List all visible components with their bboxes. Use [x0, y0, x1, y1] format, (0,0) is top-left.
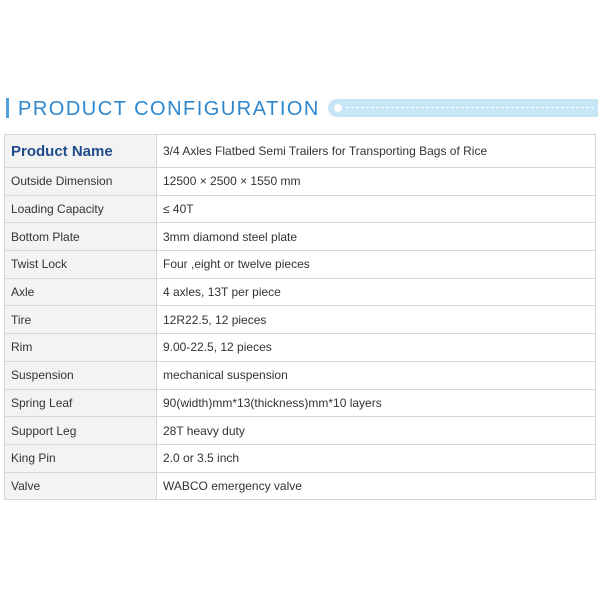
table-row — [5, 334, 596, 362]
spec-value: WABCO emergency valve — [157, 472, 596, 500]
table-row — [5, 251, 596, 279]
section-heading — [6, 96, 598, 122]
spec-label: Valve — [5, 472, 157, 500]
spec-value: 9.00-22.5, 12 pieces — [157, 334, 596, 362]
spec-value: mechanical suspension — [157, 361, 596, 389]
spec-label: Twist Lock — [5, 251, 157, 279]
table-row — [5, 168, 596, 196]
spec-value: 3mm diamond steel plate — [157, 223, 596, 251]
product-name-value: 3/4 Axles Flatbed Semi Trailers for Transporting Bags of Rice — [157, 135, 596, 168]
table-row — [5, 417, 596, 445]
ribbon-dot-icon — [334, 104, 342, 112]
table-row — [5, 195, 596, 223]
spec-label: Support Leg — [5, 417, 157, 445]
spec-value: 2.0 or 3.5 inch — [157, 444, 596, 472]
ribbon-dashed-line — [346, 107, 594, 108]
spec-label: Loading Capacity — [5, 195, 157, 223]
spec-value: 12500 × 2500 × 1550 mm — [157, 168, 596, 196]
table-row — [5, 472, 596, 500]
table-row — [5, 361, 596, 389]
spec-value: 90(width)mm*13(thickness)mm*10 layers — [157, 389, 596, 417]
table-row — [5, 278, 596, 306]
section-title: PRODUCT CONFIGURATION — [18, 98, 320, 120]
heading-ribbon-decoration — [328, 99, 598, 117]
table-header-row — [5, 135, 596, 168]
spec-table-body — [5, 135, 596, 500]
table-row — [5, 223, 596, 251]
spec-label: Axle — [5, 278, 157, 306]
spec-label: King Pin — [5, 444, 157, 472]
product-name-label: Product Name — [5, 135, 157, 168]
table-row — [5, 389, 596, 417]
product-configuration-table — [4, 134, 596, 500]
spec-label: Spring Leaf — [5, 389, 157, 417]
spec-label: Tire — [5, 306, 157, 334]
table-row — [5, 444, 596, 472]
spec-value: ≤ 40T — [157, 195, 596, 223]
spec-value: 4 axles, 13T per piece — [157, 278, 596, 306]
spec-label: Suspension — [5, 361, 157, 389]
spec-label: Rim — [5, 334, 157, 362]
spec-label: Bottom Plate — [5, 223, 157, 251]
spec-value: 28T heavy duty — [157, 417, 596, 445]
spec-value: 12R22.5, 12 pieces — [157, 306, 596, 334]
table-row — [5, 306, 596, 334]
heading-accent-bar — [6, 98, 9, 118]
spec-value: Four ,eight or twelve pieces — [157, 251, 596, 279]
spec-label: Outside Dimension — [5, 168, 157, 196]
